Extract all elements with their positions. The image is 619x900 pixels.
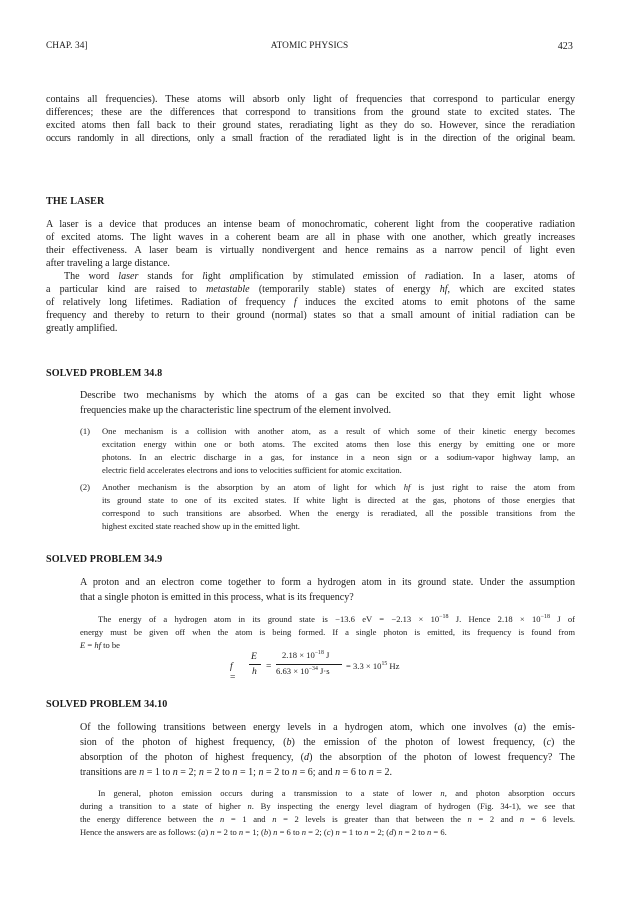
text-line: absorption of the photon of highest frequency, (d) the absorption of the photon of lowest frequency? The [80,752,575,763]
text-line: a particular kind are raised to metastable (temporarily stable) states of energy hf, which are excited states [46,284,575,296]
text-line: contains all frequencies). These atoms will absorb only light of frequencies that correspond to particular energy [46,94,575,105]
text-line: excitation energy within one or both atoms. The excited atoms then lose this energy by emitting one or more [102,438,575,449]
text-line: during a transition to a state of higher n. By inspecting the energy level diagram of hydrogen (Fig. 34-1), we see that [80,800,575,811]
eq-equals: = [266,661,272,672]
problem-34-8-question [80,388,575,418]
laser-paragraph-1 [46,218,575,270]
item-number: (2) [80,482,90,492]
text-line: energy must be given off when the atom is being formed. If a single photon is emitted, its frequency is found from [80,626,575,637]
problem-heading-34-8: SOLVED PROBLEM 34.8 [46,368,163,379]
text-line: that a single photon is emitted in this process, what is its frequency? [80,592,354,603]
text-line: the energy difference between the n = 1 and n = 2 levels is greater than that between the n = 2 and n = 6 levels. [80,813,576,824]
text-line: their effectiveness. A laser beam is virtually nondivergent and hence remains as a narrow pencil of light even [46,245,575,257]
problem-heading-34-9: SOLVED PROBLEM 34.9 [46,554,163,565]
text-line: of excited atoms. The light waves in a coherent beam are all in phase with one another, which greatly increases [46,232,575,244]
text-line: excited atoms then fall back to their ground states, reradiating light as they do so. However, since the reradiation [46,120,575,132]
text-line: its ground state to one of its excited states. If white light is directed at the gas, photons of those energies that [102,494,575,505]
text-line: One mechanism is a collision with another atom, as a result of which some of their kinetic energy becomes [102,426,575,436]
text-line: sion of the photon of highest frequency, (b) the emission of the photon of lowest frequency, (c) the [80,737,576,748]
running-header [46,41,573,55]
text-line: correspond to such transitions are absorbed. When the energy is reradiated, all the possible transitions from the [102,507,575,518]
text-line: Describe two mechanisms by which the atoms of a gas can be excited so that they emit light whose [80,390,575,401]
text-line: The energy of a hydrogen atom in its ground state is −13.6 eV = $-2.13 \times 10^{-18}$ J. Hence $2.18 \times 10^{-18}$ J of [98,613,575,624]
text-line: highest excited state reached show up in the emitted light. [102,520,300,531]
item-number: (1) [80,426,90,436]
text-line: A laser is a device that produces an intense beam of monochromatic, coherent light from the cooperative radiation [46,219,575,230]
eq-lhs: f = [230,661,236,683]
problem-34-9-answer [80,611,575,652]
text-line: frequencies make up the characteristic line spectrum of the element involved. [80,405,392,416]
text-line: of relatively long lifetimes. Radiation of frequency f induces the excited atoms to emit photons of the same [46,297,575,309]
chapter-label: CHAP. 34] [46,41,88,51]
text-line: greatly amplified. [46,323,118,335]
text-line: electric field accelerates electrons and ions to velocities sufficient for atomic excitation. [102,464,402,475]
page-number: 423 [557,41,573,52]
eq-result: = $3.3 \times 10^{15}$ Hz [346,661,400,671]
problem-heading-34-10: SOLVED PROBLEM 34.10 [46,699,168,710]
text-line: occurs randomly in all directions, only a small fraction of the reradiated light is in the direction of the original beam. [46,133,575,145]
text-line: transitions are n = 1 to n = 2; n = 2 to n = 1; n = 2 to n = 6; and n = 6 to n = 2. [80,767,392,778]
problem-34-9-question [80,575,575,605]
intro-paragraph [46,93,575,145]
text-line: Of the following transitions between energy levels in a hydrogen atom, which one involves (a) the emis- [80,722,575,733]
section-heading-laser: THE LASER [46,196,105,207]
chapter-title: ATOMIC PHYSICS [270,41,349,51]
laser-paragraph-2 [46,270,575,335]
text-line: Another mechanism is the absorption by an atom of light for which hf is just right to raise the atom from [102,482,575,492]
text-line: The word laser stands for light amplification by stimulated emission of radiation. In a laser, atoms of [64,271,575,282]
textbook-page: CHAP. 34] ATOMIC PHYSICS 423 contains all frequencies). These atoms will absorb only light of frequencies that correspond to particular energy differences; these are the differences that correspond to transitions from the ground state to excited states. The excited atoms then fall back to their ground states, reradiating light as they do so. However, since the reradiation occurs randomly in all directions, only a small fraction of the reradiated light is in the direction of the original beam. THE LASER A laser is a device that produces an intense beam of monochromatic, coherent light from the cooperative radiation of excited atoms. The light waves in a coherent beam are all in phase with one another, which greatly increases their effectiveness. A laser beam is virtually nondivergent and hence remains as a narrow pencil of light even after traveling a large distance. The word laser stands for light amplification by stimulated emission of radiation. In a laser, atoms of a particular kind are raised to metastable (temporarily stable) states of energy hf, which are excited states of relatively long lifetimes. Radiation of frequency f induces the excited atoms to emit photons of the same frequency and thereby to return to their ground (normal) states so that a small amount of initial radiation can be greatly amplified. SOLVED PROBLEM 34.8 Describe two mechanisms by which the atoms of a gas can be excited so that they emit light whose frequencies make up the characteristic line spectrum of the element involved. (1) One mechanism is a collision with another atom, as a result of which some of their kinetic energy becomes excitation energy within one or both atoms. The excited atoms then lose this energy by emitting one or more photons. In an electric discharge in a gas, for instance in a neon sign or a sodium-vapor highway lamp, an electric field accelerates electrons and ions to velocities sufficient for atomic excitation. (2) Another mechanism is the absorption by an atom of light for which hf is just right to raise the atom from its ground state to one of its excited states. If white light is directed at the gas, photons of those energies that correspond to such transitions are absorbed. When the energy is reradiated, all the possible transitions from the highest excited state reached show up in the emitted light. SOLVED PROBLEM 34.9 A proton and an electron come together to form a hydrogen atom in its ground state. Under the assumption that a single photon is emitted in this process, what is its frequency? The energy of a hydrogen atom in its ground state is −13.6 eV = $-2.13 \times 10^{-18}$ J. Hence $2.18 \times 10^{-18}$ J of energy must be given off when the atom is being formed. If a single photon is emitted, its frequency is found from E = hf to be f = E h = $2.18 \times 10^{-18}$ J $6.63 \times 10^{-34}$ J·s = $3.3 \times 10^{15}$ Hz SOLVED PROBLEM 34.10 Of the following transitions between energy levels in a hydrogen atom, which one involves (a) the emis- sion of the photon of highest frequency, (b) the emission of the photon of lowest frequency, (c) the absorption of the photon of highest frequency, (d) the absorption of the photon of lowest frequency? The transitions are n = 1 to n = 2; n = 2 to n = 1; n = 2 to n = 6; and n = 6 to n = 2. In general, photon emission occurs during a transmission to a state of lower n, and photon absorption occurs during a transition to a state of higher n. By inspecting the energy level diagram of hydrogen (Fig. 34-1), we see that the energy difference between the n = 1 and n = 2 levels is greater than that between the n = 2 and n = 6 levels. Hence the answers are as follows: (a) n = 2 to n = 1; (b) n = 6 to n = 2; (c) n = 1 to n = 2; (d) n = 2 to n = 6. [46,41,576,837]
text-line: photons. In an electric discharge in a gas, for instance in a neon sign or a sodium-vapor highway lamp, an [102,451,575,462]
text-line: In general, photon emission occurs during a transmission to a state of lower n, and photon absorption occurs [98,788,576,798]
text-line: after traveling a large distance. [46,258,170,270]
text-line: frequency and thereby to return to their ground (normal) states so that a small amount of initial radiation can be [46,310,575,322]
text-line: E = hf to be [80,639,120,650]
problem-34-10-question [80,720,575,780]
text-line: differences; these are the differences that correspond to transitions from the ground state to excited states. The [46,107,575,119]
text-line: Hence the answers are as follows: (a) n = 2 to n = 1; (b) n = 6 to n = 2; (c) n = 1 to n = 2; (d) n = 2 to n = 6. [80,826,447,837]
text-line: A proton and an electron come together to form a hydrogen atom in its ground state. Under the assumption [80,577,575,588]
problem-34-10-answer [80,787,575,839]
